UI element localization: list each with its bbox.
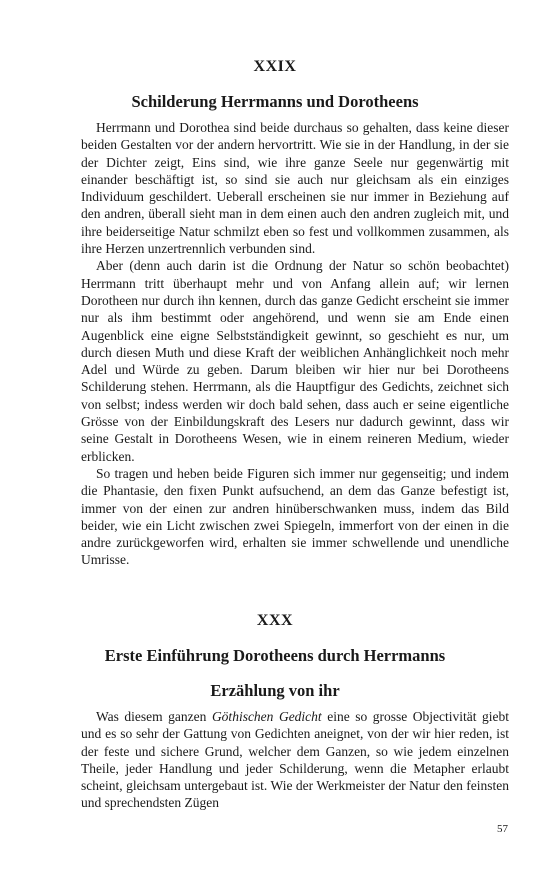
paragraph-text: eine so grosse Objectivität giebt und es so sehr der Gattung von Gedichten aneignet, von der wir hier reden, ist der feste und sichere Grund, welcher dem Ganzen, so wie jedem einzelnen Theile, jeder Handlung und jeder Schilderung, wenn die Metapher erlaubt scheint, gleichsam untergebaut ist. Wie der Werkmeister der Natur den feinsten und sprechendsten Zügen	[81, 709, 509, 811]
section-numeral: XXX	[256, 612, 294, 629]
paragraph: So tragen und heben beide Figuren sich immer nur gegenseitig; und indem die Phantasie, den fixen Punkt aufsuchend, an dem das Ganze befestigt ist, immer von der einen zur andren hinüberschwanken muss, indem das Bild beider, wie ein Licht zwischen zwei Spiegeln, immerfort von der einen in die andre zurückgeworfen wird, erhalten sie immer schwellende und unendliche Umrisse.	[81, 465, 509, 568]
paragraph	[81, 708, 509, 812]
paragraph-text: Was diesem ganzen	[96, 709, 212, 724]
section-title-line-1: Erste Einführung Dorotheens durch Herrmanns	[104, 646, 446, 665]
section-title: Schilderung Herrmanns und Dorotheens	[131, 92, 419, 111]
section-title-line-2: Erzählung von ihr	[210, 681, 340, 700]
page-number: 57	[497, 823, 508, 835]
italic-title: Göthischen Gedicht	[211, 709, 322, 724]
paragraph: Aber (denn auch darin ist die Ordnung der Natur so schön beobachtet) Herrmann tritt überhaupt mehr und von Anfang allein auf; wir lernen Dorotheen nur durch ihn kennen, durch das ganze Gedicht erscheint sie immer nur als ihm bestimmt oder angehörend, und wenn sie am Ende einen Augenblick eine eigne Selbstständigkeit gewinnt, so geschieht es nur, um durch diesen Muth und diese Kraft der weiblichen Anhänglichkeit noch mehr Adel und Würde zu geben. Darum bleiben wir hier nur bei Dorotheens Schilderung stehen. Herrmann, als die Hauptfigur des Gedichts, zeichnet sich von selbst; indess werden wir doch bald sehen, dass auch er seine eigentliche Grösse von der Einbildungskraft des Lesers nur dadurch gewinnt, dass wir seine Gestalt in Dorotheens Wesen, wie in einem reineren Medium, wieder erblicken.	[81, 258, 509, 464]
paragraph: Herrmann und Dorothea sind beide durchaus so gehalten, dass keine dieser beiden Gestalten vor der andern hervortritt. Wie sie in der Handlung, in der sie der Dichter zeigt, Eins sind, wie ihre ganze Seele nur gegenwärtig mit einander beschäftigt ist, so sind sie auch nur gleichsam als ein einziges Individuum geschildert. Ueberall erscheinen sie nur immer in Beziehung auf den andren, überall sieht man in dem einen auch den andren zugleich mit, und ihre beiderseitige Natur schmilzt eben so fest und vollkommen zusammen, als ihre Herzen unzertrennlich verbunden sind.	[81, 120, 509, 257]
section-body	[81, 708, 509, 812]
section-body	[81, 119, 509, 569]
section-numeral: XXIX	[253, 58, 297, 75]
